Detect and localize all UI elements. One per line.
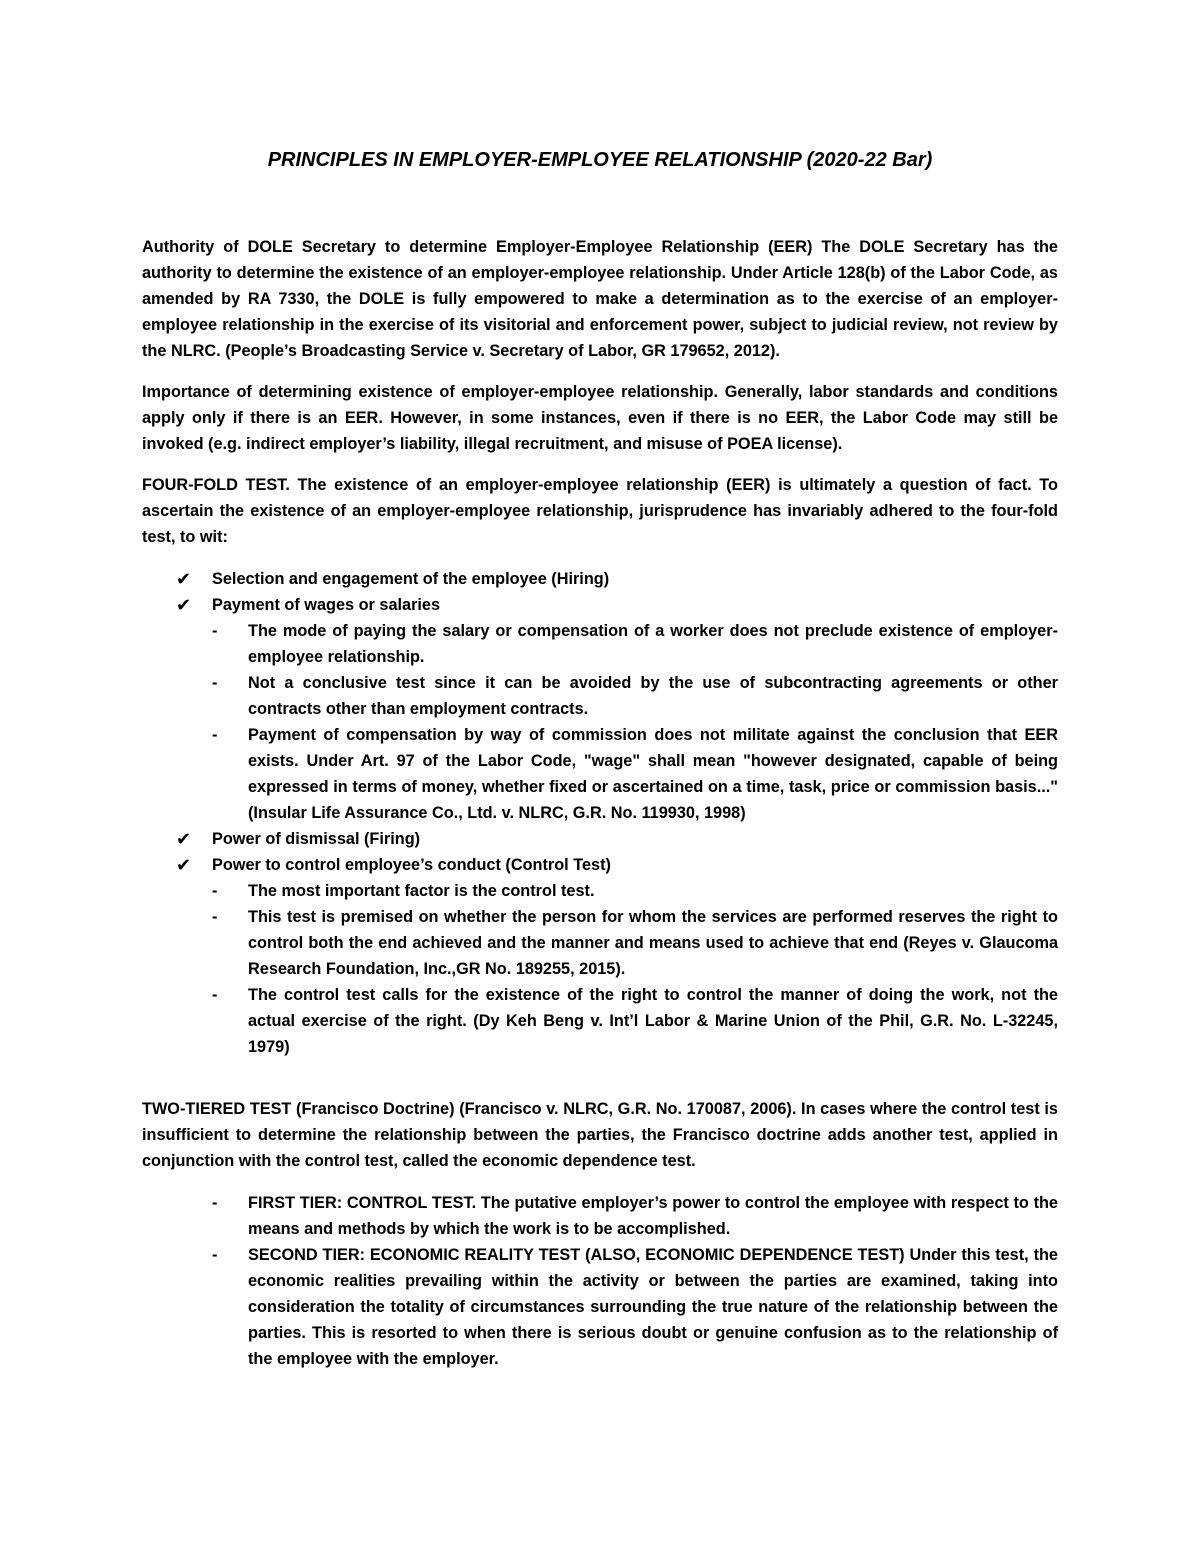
list-item: [176, 592, 1058, 826]
list-item-label: Payment of wages or salaries: [212, 596, 441, 614]
dash-bullet: -: [212, 622, 218, 640]
sub-list-text: This test is premised on whether the person for whom the services are performed reserves the right to control both the end achieved and the manner and means used to achieve that end (Reyes v. Glaucoma Research Foundation, Inc.,GR No. 189255, 2015).: [248, 908, 1058, 978]
dash-bullet: -: [212, 882, 218, 900]
checkmark-icon: ✔: [176, 855, 192, 875]
sub-list-text: Not a conclusive test since it can be avoided by the use of subcontracting agreements or other contracts other than employment contracts.: [248, 674, 1058, 718]
sub-list-item: [212, 1242, 1058, 1372]
paragraph-two-tiered-test: TWO-TIERED TEST (Francisco Doctrine) (Francisco v. NLRC, G.R. No. 170087, 2006). In cases where the control test is insufficient to determine the relationship between the parties, the Francisco doctrine adds another test, applied in conjunction with the control test, called the economic dependence test.: [142, 1100, 1058, 1170]
sub-list-item: [212, 982, 1058, 1060]
sub-list-item: [212, 618, 1058, 670]
dash-bullet: -: [212, 986, 218, 1004]
sub-list-text: The most important factor is the control test.: [248, 882, 595, 900]
paragraph-importance-eer: Importance of determining existence of employer-employee relationship. Generally, labor standards and conditions apply only if there is an EER. However, in some instances, even if there is no EER, the Labor Code may still be invoked (e.g. indirect employer’s liability, illegal recruitment, and misuse of POEA license).: [142, 383, 1058, 453]
sub-list-text: The mode of paying the salary or compensation of a worker does not preclude existence of employer-employee relationship.: [248, 622, 1058, 666]
sub-list-item: [212, 904, 1058, 982]
checkmark-icon: ✔: [176, 595, 192, 615]
list-item: [176, 826, 1058, 852]
paragraph-dole-authority: Authority of DOLE Secretary to determine Employer-Employee Relationship (EER) The DOLE Secretary has the authority to determine the existence of an employer-employee relationship. Under Article 128(b) of the Labor Code, as amended by RA 7330, the DOLE is fully empowered to make a determination as to the exercise of an employer- employee relationship in the exercise of its visitorial and enforcement power, subject to judicial review, not review by the NLRC. (People’s Broadcasting Service v. Secretary of Labor, GR 179652, 2012).: [142, 238, 1058, 360]
sub-list-item: [212, 878, 1058, 904]
document-title: PRINCIPLES IN EMPLOYER-EMPLOYEE RELATIONSHIP (2020-22 Bar): [267, 149, 933, 171]
list-item-label: Selection and engagement of the employee (Hiring): [212, 570, 610, 588]
list-item-label: Power of dismissal (Firing): [212, 830, 421, 848]
sub-list-text: The control test calls for the existence of the right to control the manner of doing the work, not the actual exercise of the right. (Dy Keh Beng v. Int’l Labor & Marine Union of the Phil, G.R. No. L-32245, 1979): [248, 986, 1058, 1056]
dash-bullet: -: [212, 908, 218, 926]
four-fold-test-list: [176, 566, 1058, 1060]
tier-text: SECOND TIER: ECONOMIC REALITY TEST (ALSO, ECONOMIC DEPENDENCE TEST) Under this test, the economic realities prevailing within the activity or between the parties are examined, taking into consideration the totality of circumstances surrounding the true nature of the relationship between the parties. This is resorted to when there is serious doubt or genuine confusion as to the relationship of the employee with the employer.: [248, 1246, 1058, 1368]
checkmark-icon: ✔: [176, 829, 192, 849]
dash-bullet: -: [212, 1246, 218, 1264]
list-item: [176, 852, 1058, 1060]
two-tiered-test-list: [212, 1190, 1058, 1372]
sub-list-item: [212, 670, 1058, 722]
tier-text: FIRST TIER: CONTROL TEST. The putative employer’s power to control the employee with respect to the means and methods by which the work is to be accomplished.: [248, 1194, 1058, 1238]
list-item: [176, 566, 1058, 592]
checkmark-icon: ✔: [176, 569, 192, 589]
dash-bullet: -: [212, 726, 218, 744]
sub-list-item: [212, 1190, 1058, 1242]
dash-bullet: -: [212, 1194, 218, 1212]
list-item-label: Power to control employee’s conduct (Control Test): [212, 856, 611, 874]
paragraph-four-fold-test: FOUR-FOLD TEST. The existence of an employer-employee relationship (EER) is ultimately a question of fact. To ascertain the existence of an employer-employee relationship, jurisprudence has invariably adhered to the four-fold test, to wit:: [142, 476, 1058, 546]
sub-list-item: [212, 722, 1058, 826]
sub-list: [212, 618, 1058, 826]
dash-bullet: -: [212, 674, 218, 692]
sub-list-text: Payment of compensation by way of commission does not militate against the conclusion that EER exists. Under Art. 97 of the Labor Code, "wage" shall mean "however designated, capable of being expressed in terms of money, whether fixed or ascertained on a time, task, price or commission basis..." (Insular Life Assurance Co., Ltd. v. NLRC, G.R. No. 119930, 1998): [248, 726, 1058, 822]
sub-list: [212, 878, 1058, 1060]
